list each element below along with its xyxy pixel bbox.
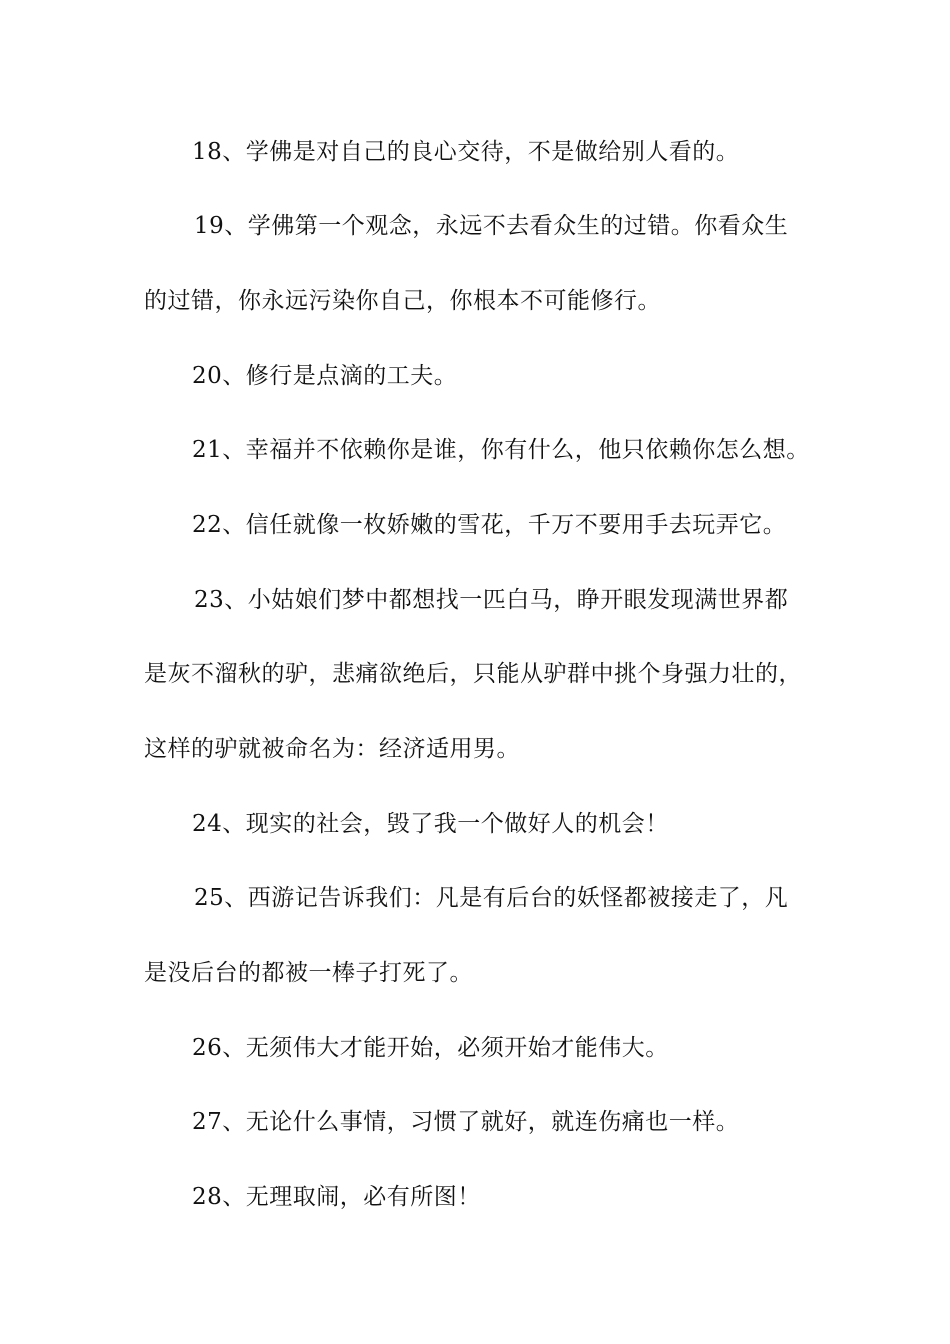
- quote-27-line: 27、无论什么事情，习惯了就好，就连伤痛也一样。: [192, 1109, 740, 1135]
- quote-19-line-1: 19、学佛第一个观念，永远不去看众生的过错。你看众生: [194, 213, 789, 239]
- quote-23-line-1: 23、小姑娘们梦中都想找一匹白马，睁开眼发现满世界都: [194, 587, 789, 613]
- quote-20-line: 20、修行是点滴的工夫。: [192, 363, 458, 389]
- quote-25-line-2: 是没后台的都被一棒子打死了。: [144, 960, 473, 986]
- quote-23-line-3: 这样的驴就被命名为：经济适用男。: [144, 736, 520, 762]
- quote-24-line: 24、现实的社会，毁了我一个做好人的机会！: [192, 811, 669, 837]
- quote-25-line-1: 25、西游记告诉我们：凡是有后台的妖怪都被接走了，凡: [194, 885, 789, 911]
- quote-19-line-2: 的过错，你永远污染你自己，你根本不可能修行。: [144, 288, 661, 314]
- quote-28-line: 28、无理取闹，必有所图！: [192, 1184, 481, 1210]
- quote-18-line: 18、学佛是对自己的良心交待，不是做给别人看的。: [192, 139, 740, 165]
- quote-26-line: 26、无须伟大才能开始，必须开始才能伟大。: [192, 1035, 669, 1061]
- quote-21-line: 21、幸福并不依赖你是谁，你有什么，他只依赖你怎么想。: [192, 437, 810, 463]
- quote-23-line-2: 是灰不溜秋的驴，悲痛欲绝后，只能从驴群中挑个身强力壮的，: [144, 661, 802, 687]
- quote-22-line: 22、信任就像一枚娇嫩的雪花，千万不要用手去玩弄它。: [192, 512, 787, 538]
